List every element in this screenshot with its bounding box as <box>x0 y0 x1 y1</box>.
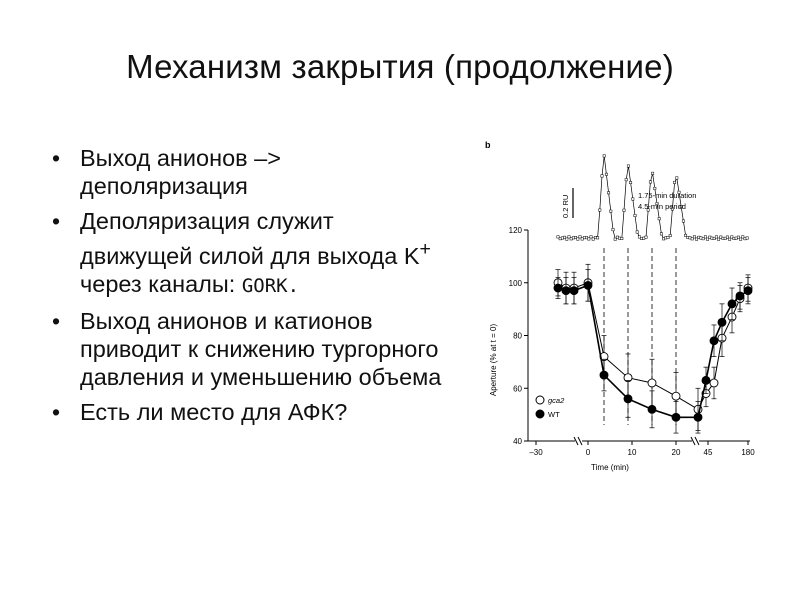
legend-label: WT <box>548 410 560 419</box>
gork-label: GORK. <box>241 274 300 297</box>
data-point-gca2 <box>648 379 656 387</box>
trace-point <box>621 237 623 239</box>
y-tick-label: 80 <box>513 331 522 341</box>
trace-point <box>623 209 625 211</box>
x-tick-label: 20 <box>671 448 681 457</box>
trace-point <box>654 187 656 189</box>
trace-point <box>649 181 651 183</box>
trace-point <box>634 214 636 216</box>
data-point-WT <box>600 371 608 379</box>
data-point-WT <box>672 413 680 421</box>
bullet-marker: • <box>52 145 61 171</box>
legend-label: gca2 <box>548 396 565 405</box>
y-tick-label: 120 <box>508 226 522 235</box>
data-point-gca2 <box>672 392 680 400</box>
bullet-marker: • <box>52 398 61 425</box>
legend-marker <box>536 396 544 404</box>
trace-point <box>669 234 671 236</box>
trace-point <box>610 210 612 212</box>
x-tick-label: –30 <box>529 448 543 457</box>
y-tick-label: 40 <box>513 437 522 446</box>
bullet-item <box>52 398 447 426</box>
trace-point <box>607 192 609 194</box>
trace-point <box>658 218 660 220</box>
trace-point <box>599 209 601 211</box>
bullet-marker: • <box>52 208 61 234</box>
data-point-WT <box>736 292 744 300</box>
data-point-WT <box>624 395 632 403</box>
data-point-WT <box>554 284 562 292</box>
trace-point <box>682 220 684 222</box>
bullet-text: Деполяризация служит движущей силой для выхода K <box>80 208 420 269</box>
y-axis-label: Aperture (% at t = 0) <box>489 323 498 397</box>
bullet-text: Выход анионов –> деполяризация <box>80 145 281 199</box>
trace-point <box>612 228 614 230</box>
legend-marker <box>536 410 544 418</box>
trace-point <box>651 172 653 174</box>
superscript-plus: + <box>419 238 431 260</box>
data-point-gca2 <box>710 379 718 387</box>
trace-point <box>645 236 647 238</box>
axis-break-mark <box>695 437 699 445</box>
trace-point <box>676 177 678 179</box>
slide-title: Механизм закрытия (продолжение) <box>126 48 674 85</box>
data-point-WT <box>648 405 656 413</box>
aperture-chart <box>470 130 770 475</box>
data-point-WT <box>728 300 736 308</box>
trace-point <box>625 178 627 180</box>
bullet-text: Выход анионов и катионов приводит к снижению тургорного давления и уменьшению объема <box>80 307 442 390</box>
trace-point <box>596 237 598 239</box>
trace-point <box>660 233 662 235</box>
trace-point <box>746 237 748 239</box>
bullet-list <box>52 144 447 433</box>
chart-legend <box>536 396 565 419</box>
data-point-WT <box>570 287 578 295</box>
chart-svg <box>470 130 770 475</box>
trace-point <box>629 181 631 183</box>
data-point-WT <box>562 287 570 295</box>
bullet-item <box>52 144 447 200</box>
bullet-item <box>52 307 447 391</box>
trace-point <box>627 165 629 167</box>
scale-bar-label: 0.2 RU <box>561 194 570 218</box>
data-point-WT <box>744 287 752 295</box>
bullet-marker: • <box>52 307 61 334</box>
panel-label: b <box>485 140 491 150</box>
bullet-text-cont: через каналы: <box>80 270 236 297</box>
data-point-WT <box>702 376 710 384</box>
series-line-gca2 <box>558 283 748 410</box>
data-point-WT <box>694 413 702 421</box>
trace-point <box>673 181 675 183</box>
data-point-WT <box>718 318 726 326</box>
x-tick-label: 180 <box>741 448 755 457</box>
y-tick-label: 100 <box>508 278 522 288</box>
trace-point <box>632 198 634 200</box>
annotation-duration: 1.75-min duration <box>638 191 697 200</box>
x-tick-label: 10 <box>627 448 637 457</box>
y-tick-label: 60 <box>513 384 522 394</box>
axis-break-mark <box>578 437 582 445</box>
data-point-WT <box>710 337 718 345</box>
bullet-item <box>52 207 447 300</box>
annotation-period: 4.5-min period <box>638 202 686 211</box>
trace-point <box>636 231 638 233</box>
x-tick-label: 0 <box>585 448 591 457</box>
x-tick-label: 45 <box>703 448 713 457</box>
data-point-WT <box>584 281 592 289</box>
chart-series <box>536 264 752 433</box>
bullet-text: Есть ли место для АФК? <box>80 398 348 425</box>
trace-point <box>603 155 605 157</box>
trace-point <box>605 173 607 175</box>
trace-point <box>601 175 603 177</box>
x-axis-label: Time (min) <box>591 463 629 472</box>
